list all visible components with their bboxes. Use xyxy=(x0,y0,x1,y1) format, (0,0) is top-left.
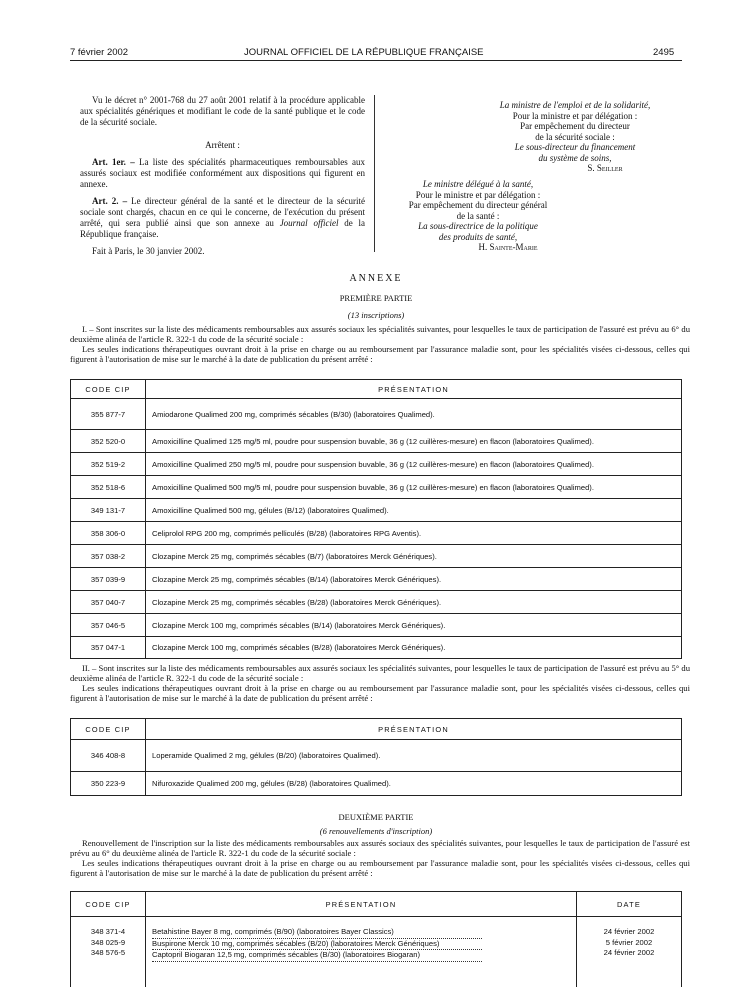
cell-code: 352 519-2 xyxy=(71,453,146,476)
cell-code: 355 877-7 xyxy=(71,399,146,430)
pres-row-2: Buspirone Merck 10 mg, comprimés sécables (B/20) (laboratoires Merck Génériques) xyxy=(152,939,482,951)
code-row-3: 348 576-5 xyxy=(90,948,126,957)
sig2-title: Le ministre délégué à la santé, xyxy=(422,179,534,189)
vu-paragraph: Vu le décret n° 2001-768 du 27 août 2001 relatif à la procédure applicable aux spécialités génériques et modifiant le code de la santé publique et le code de la sécurité sociale. xyxy=(80,95,365,127)
date-row-2: 5 février 2002 xyxy=(605,937,653,947)
table-row xyxy=(71,591,682,614)
sig1-line5: du système de soins, xyxy=(538,152,612,163)
cell-code: 357 047-1 xyxy=(71,637,146,659)
header-journal: JOURNAL OFFICIEL DE LA RÉPUBLIQUE FRANÇAISE xyxy=(244,47,484,58)
part2-text xyxy=(70,838,690,878)
cell-code: 357 046-5 xyxy=(71,614,146,637)
signature-block-2 xyxy=(378,179,578,253)
cell-presentation: Amoxicilline Qualimed 500 mg, gélules (B/12) (laboratoires Qualimed). xyxy=(146,499,682,522)
arretent: Arrêtent : xyxy=(205,140,240,150)
section-ii-indications: Les seules indications thérapeutiques ouvrant droit à la prise en charge ou au remboursement par l'assurance maladie sont, pour les spécialités visées ci-dessous, celles qui figurent à l'autorisation de mise sur le marché à la date de publication du présent arrêté : xyxy=(70,683,690,703)
table-part2-wrapper xyxy=(70,891,682,990)
cell-code: 352 518-6 xyxy=(71,476,146,499)
sig2-line3: de la santé : xyxy=(456,210,500,221)
section-i-indications: Les seules indications thérapeutiques ouvrant droit à la prise en charge ou au remboursement par l'assurance maladie sont, pour les spécialités visées ci-dessous, celles qui figurent à l'autorisation de mise sur le marché à la date de publication du présent arrêté : xyxy=(70,344,690,364)
table-row xyxy=(71,614,682,637)
sig1-title: La ministre de l'emploi et de la solidarité, xyxy=(499,100,651,110)
cell-code: 352 520-0 xyxy=(71,430,146,453)
table2-col-code: CODE CIP xyxy=(71,719,146,740)
cell-codes xyxy=(71,917,146,987)
table-body-row xyxy=(71,917,682,987)
table2-col-presentation: PRÉSENTATION xyxy=(146,719,682,740)
article-1-text: La liste des spécialités pharmaceutiques remboursables aux assurés sociaux est modifiée conformément aux dispositions qui figurent en annexe. xyxy=(80,157,366,189)
article-2-jo: Journal officiel xyxy=(279,218,339,228)
pres-row-1: Betahistine Bayer 8 mg, comprimés (B/90) (laboratoires Bayer Classics) xyxy=(152,927,482,939)
cell-code: 349 131-7 xyxy=(71,499,146,522)
cell-code: 358 306-0 xyxy=(71,522,146,545)
signature-block-1 xyxy=(470,100,680,174)
cell-presentation: Clozapine Merck 25 mg, comprimés sécables (B/14) (laboratoires Merck Génériques). xyxy=(146,568,682,591)
sig1-name: S. Seiller xyxy=(587,163,623,173)
cell-presentation: Nifuroxazide Qualimed 200 mg, gélules (B/28) (laboratoires Qualimed). xyxy=(146,772,682,796)
table-row xyxy=(71,740,682,772)
article-1-label: Art. 1er. – xyxy=(92,157,135,167)
sig1-line2: Par empêchement du directeur xyxy=(520,121,630,131)
part2-count: (6 renouvellements d'inscription) xyxy=(319,826,433,836)
section-i-paragraph: I. – Sont inscrites sur la liste des médicaments remboursables aux assurés sociaux les spécialités suivantes, pour lesquelles le taux de participation de l'assuré est prévu au 6° du deuxième alinéa de l'article R. 322-1 du code de la sécurité sociale : xyxy=(70,324,690,344)
code-row-1: 348 371-4 xyxy=(90,927,126,936)
cell-dates xyxy=(577,917,682,987)
part1-count: (13 inscriptions) xyxy=(347,310,405,320)
left-column xyxy=(80,95,365,257)
section-i-text xyxy=(70,324,690,364)
part1-title: PREMIÈRE PARTIE xyxy=(339,293,413,303)
table-row xyxy=(71,637,682,659)
date-row-1: 24 février 2002 xyxy=(603,927,655,936)
cell-code: 357 039-9 xyxy=(71,568,146,591)
table-part2 xyxy=(70,891,682,987)
fait-a-paris: Fait à Paris, le 30 janvier 2002. xyxy=(92,246,205,256)
table3-col-date: DATE xyxy=(577,892,682,917)
header-date: 7 février 2002 xyxy=(70,47,129,58)
cell-presentations xyxy=(146,917,577,987)
pres-row-3: Captopril Biogaran 12,5 mg, comprimés sécables (B/30) (laboratoires Biogaran) xyxy=(152,950,482,962)
table-row xyxy=(71,545,682,568)
article-2 xyxy=(80,196,365,240)
cell-presentation: Celiprolol RPG 200 mg, comprimés pelliculés (B/28) (laboratoires RPG Aventis). xyxy=(146,522,682,545)
cell-presentation: Clozapine Merck 25 mg, comprimés sécables (B/28) (laboratoires Merck Génériques). xyxy=(146,591,682,614)
sig2-line1: Pour le ministre et par délégation : xyxy=(415,189,541,200)
part2-paragraph: Renouvellement de l'inscription sur la liste des médicaments remboursables aux assurés sociaux des spécialités suivantes, pour lesquelles le taux de participation de l'assuré est prévu au 6° du deuxième alinéa de l'article R. 322-1 du code de la sécurité sociale : xyxy=(70,838,690,858)
part2-title: DEUXIÈME PARTIE xyxy=(338,812,414,822)
cell-code: 357 038-2 xyxy=(71,545,146,568)
cell-presentation: Amoxicilline Qualimed 125 mg/5 ml, poudre pour suspension buvable, 36 g (12 cuillères-mesure) en flacon (laboratoires Qualimed). xyxy=(146,430,682,453)
sig1-line1: Pour la ministre et par délégation : xyxy=(512,110,638,121)
table-row xyxy=(71,499,682,522)
table-part1-ii xyxy=(70,718,682,796)
sig1-line4: Le sous-directeur du financement xyxy=(514,142,636,152)
date-row-3: 24 février 2002 xyxy=(603,948,655,957)
table1-col-presentation: PRÉSENTATION xyxy=(146,380,682,399)
sig1-line3: de la sécurité sociale : xyxy=(535,131,615,142)
table-row xyxy=(71,476,682,499)
article-2-label: Art. 2. – xyxy=(92,196,128,206)
annexe-title: ANNEXE xyxy=(349,273,403,284)
code-row-2: 348 025-9 xyxy=(90,937,126,947)
cell-presentation: Clozapine Merck 100 mg, comprimés sécables (B/14) (laboratoires Merck Génériques). xyxy=(146,614,682,637)
cell-presentation: Amiodarone Qualimed 200 mg, comprimés sécables (B/30) (laboratoires Qualimed). xyxy=(146,399,682,430)
table-row xyxy=(71,399,682,430)
table-row xyxy=(71,568,682,591)
column-divider xyxy=(374,95,375,252)
table-row xyxy=(71,772,682,796)
header-rule xyxy=(70,60,682,61)
table-part1-i xyxy=(70,379,682,659)
sig2-line4: La sous-directrice de la politique xyxy=(418,221,538,231)
table1-col-code: CODE CIP xyxy=(71,380,146,399)
section-ii-paragraph: II. – Sont inscrites sur la liste des médicaments remboursables aux assurés sociaux les spécialités suivantes, pour lesquelles le taux de participation de l'assuré est prévu au 5° du deuxième alinéa de l'article R. 322-1 du code de la sécurité sociale : xyxy=(70,663,690,683)
table3-col-presentation: PRÉSENTATION xyxy=(146,892,577,917)
sig2-line2: Par empêchement du directeur général xyxy=(408,200,548,210)
cell-presentation: Amoxicilline Qualimed 500 mg/5 ml, poudre pour suspension buvable, 36 g (12 cuillères-mesure) en flacon (laboratoires Qualimed). xyxy=(146,476,682,499)
section-ii-text xyxy=(70,663,690,703)
cell-presentation: Loperamide Qualimed 2 mg, gélules (B/20) (laboratoires Qualimed). xyxy=(146,740,682,772)
article-2-text-b: de la République française. xyxy=(80,218,366,239)
cell-presentation: Clozapine Merck 100 mg, comprimés sécables (B/28) (laboratoires Merck Génériques). xyxy=(146,637,682,659)
cell-presentation: Clozapine Merck 25 mg, comprimés sécables (B/7) (laboratoires Merck Génériques). xyxy=(146,545,682,568)
table-row xyxy=(71,522,682,545)
part2-indications: Les seules indications thérapeutiques ouvrant droit à la prise en charge ou au remboursement par l'assurance maladie sont, pour les spécialités visées ci-dessous, celles qui figurent à l'autorisation de mise sur le marché à la date de publication du présent arrêté : xyxy=(70,858,690,878)
table-row xyxy=(71,430,682,453)
cell-code: 346 408-8 xyxy=(71,740,146,772)
cell-code: 357 040-7 xyxy=(71,591,146,614)
cell-presentation: Amoxicilline Qualimed 250 mg/5 ml, poudre pour suspension buvable, 36 g (12 cuillères-mesure) en flacon (laboratoires Qualimed). xyxy=(146,453,682,476)
header-page: 2495 xyxy=(653,47,675,58)
sig2-name: H. Sainte-Marie xyxy=(478,242,538,252)
article-1 xyxy=(80,157,365,190)
sig2-line5: des produits de santé, xyxy=(438,231,518,242)
table-row xyxy=(71,453,682,476)
table3-col-code: CODE CIP xyxy=(71,892,146,917)
article-2-text-a: Le directeur général de la santé et le directeur de la sécurité sociale sont chargés, chacun en ce qui le concerne, de l'exécution du présent arrêté, qui sera publié ainsi que son annexe au xyxy=(80,196,365,228)
cell-code: 350 223-9 xyxy=(71,772,146,796)
